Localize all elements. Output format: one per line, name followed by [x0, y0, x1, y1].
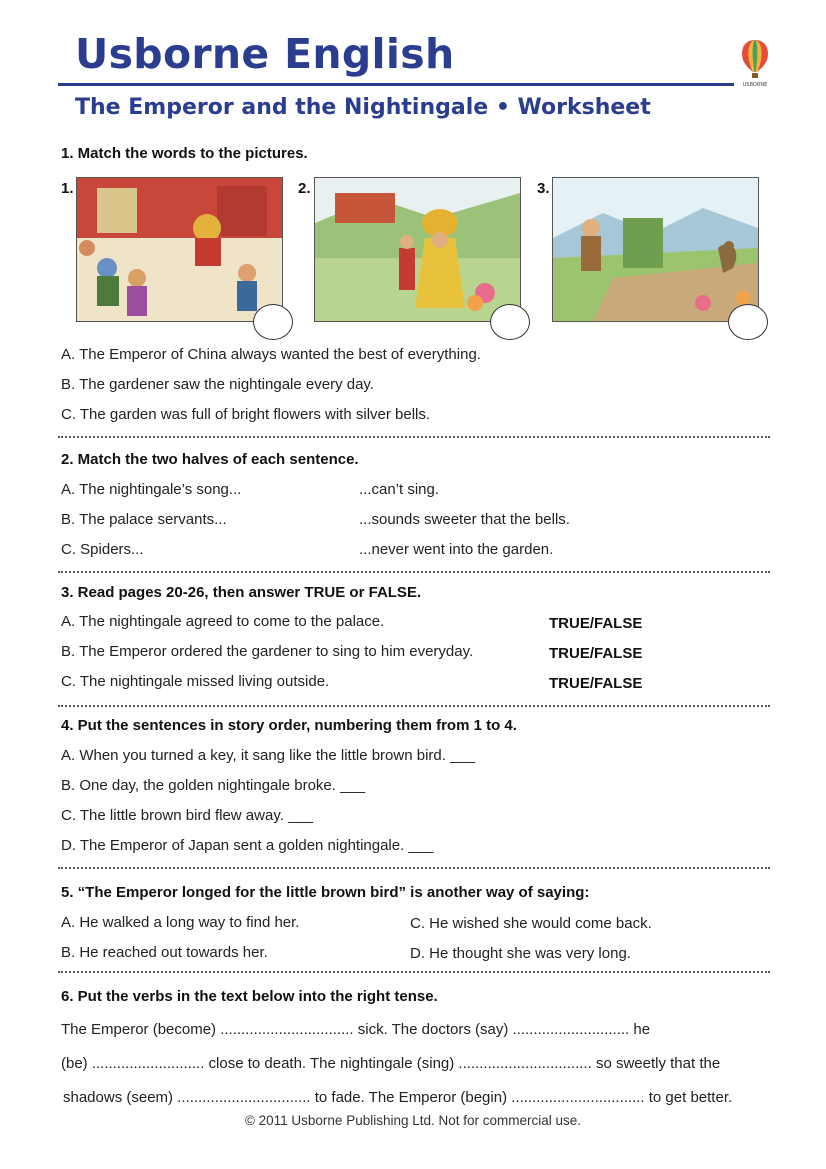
usborne-balloon-logo: [738, 38, 772, 88]
q3-item-a: A. The nightingale agreed to come to the palace.: [61, 613, 385, 630]
q5-option-a: A. He walked a long way to find her.: [61, 914, 300, 931]
copyright-footer: © 2011 Usborne Publishing Ltd. Not for commercial use.: [244, 1113, 582, 1128]
true-false-b[interactable]: TRUE/FALSE: [549, 645, 643, 662]
picture-palace-court: [76, 177, 283, 322]
q6-line-3: shadows (seem) ................................ to fade. The Emperor (begin) ................................ to get better.: [63, 1089, 733, 1106]
q4-item-a: A. When you turned a key, it sang like the little brown bird. ___: [61, 747, 476, 764]
answer-circle-1[interactable]: [253, 304, 293, 340]
picture-number-1: 1.: [61, 180, 74, 197]
q3-heading: 3. Read pages 20-26, then answer TRUE or FALSE.: [61, 584, 422, 601]
q1-heading: 1. Match the words to the pictures.: [61, 145, 308, 162]
brand-title: Usborne English: [75, 30, 455, 78]
picture-emperor-parasol: [314, 177, 521, 322]
q2-left-a: A. The nightingale’s song...: [61, 481, 242, 498]
picture-gardener-nightingale: [552, 177, 759, 322]
q5-option-d: D. He thought she was very long.: [410, 945, 631, 962]
q4-item-d: D. The Emperor of Japan sent a golden nightingale. ___: [61, 837, 434, 854]
q4-item-c: C. The little brown bird flew away. ___: [61, 807, 314, 824]
true-false-c[interactable]: TRUE/FALSE: [549, 675, 643, 692]
q3-item-b: B. The Emperor ordered the gardener to sing to him everyday.: [61, 643, 474, 660]
q5-option-c: C. He wished she would come back.: [410, 915, 652, 932]
section-divider: [58, 436, 770, 438]
q5-option-b: B. He reached out towards her.: [61, 944, 268, 961]
answer-circle-3[interactable]: [728, 304, 768, 340]
q2-heading: 2. Match the two halves of each sentence.: [61, 451, 359, 468]
header-rule: [58, 83, 734, 86]
q2-left-c: C. Spiders...: [61, 541, 144, 558]
section-divider: [58, 705, 770, 707]
q4-item-b: B. One day, the golden nightingale broke. ___: [61, 777, 366, 794]
q4-heading: 4. Put the sentences in story order, numbering them from 1 to 4.: [61, 717, 517, 734]
q5-heading: 5. “The Emperor longed for the little brown bird” is another way of saying:: [61, 884, 590, 901]
answer-circle-2[interactable]: [490, 304, 530, 340]
q3-item-c: C. The nightingale missed living outside.: [61, 673, 330, 690]
q2-right-3: ...never went into the garden.: [359, 541, 554, 558]
logo-text: USBORNE: [742, 82, 768, 88]
true-false-a[interactable]: TRUE/FALSE: [549, 615, 643, 632]
q2-right-2: ...sounds sweeter that the bells.: [359, 511, 570, 528]
q6-line-2: (be) ........................... close to death. The nightingale (sing) ................................ so sweetly that the: [61, 1055, 721, 1072]
section-divider: [58, 971, 770, 973]
q1-item-b: B. The gardener saw the nightingale every day.: [61, 376, 374, 393]
q2-right-1: ...can’t sing.: [359, 481, 440, 498]
q1-item-c: C. The garden was full of bright flowers with silver bells.: [61, 406, 431, 423]
worksheet-title: The Emperor and the Nightingale • Worksheet: [75, 95, 651, 120]
section-divider: [58, 571, 770, 573]
q6-line-1: The Emperor (become) ................................ sick. The doctors (say) ............................ he: [61, 1021, 651, 1038]
section-divider: [58, 867, 770, 869]
picture-number-2: 2.: [298, 180, 311, 197]
picture-number-3: 3.: [537, 180, 550, 197]
q2-left-b: B. The palace servants...: [61, 511, 227, 528]
q6-heading: 6. Put the verbs in the text below into the right tense.: [61, 988, 438, 1005]
q1-item-a: A. The Emperor of China always wanted the best of everything.: [61, 346, 481, 363]
